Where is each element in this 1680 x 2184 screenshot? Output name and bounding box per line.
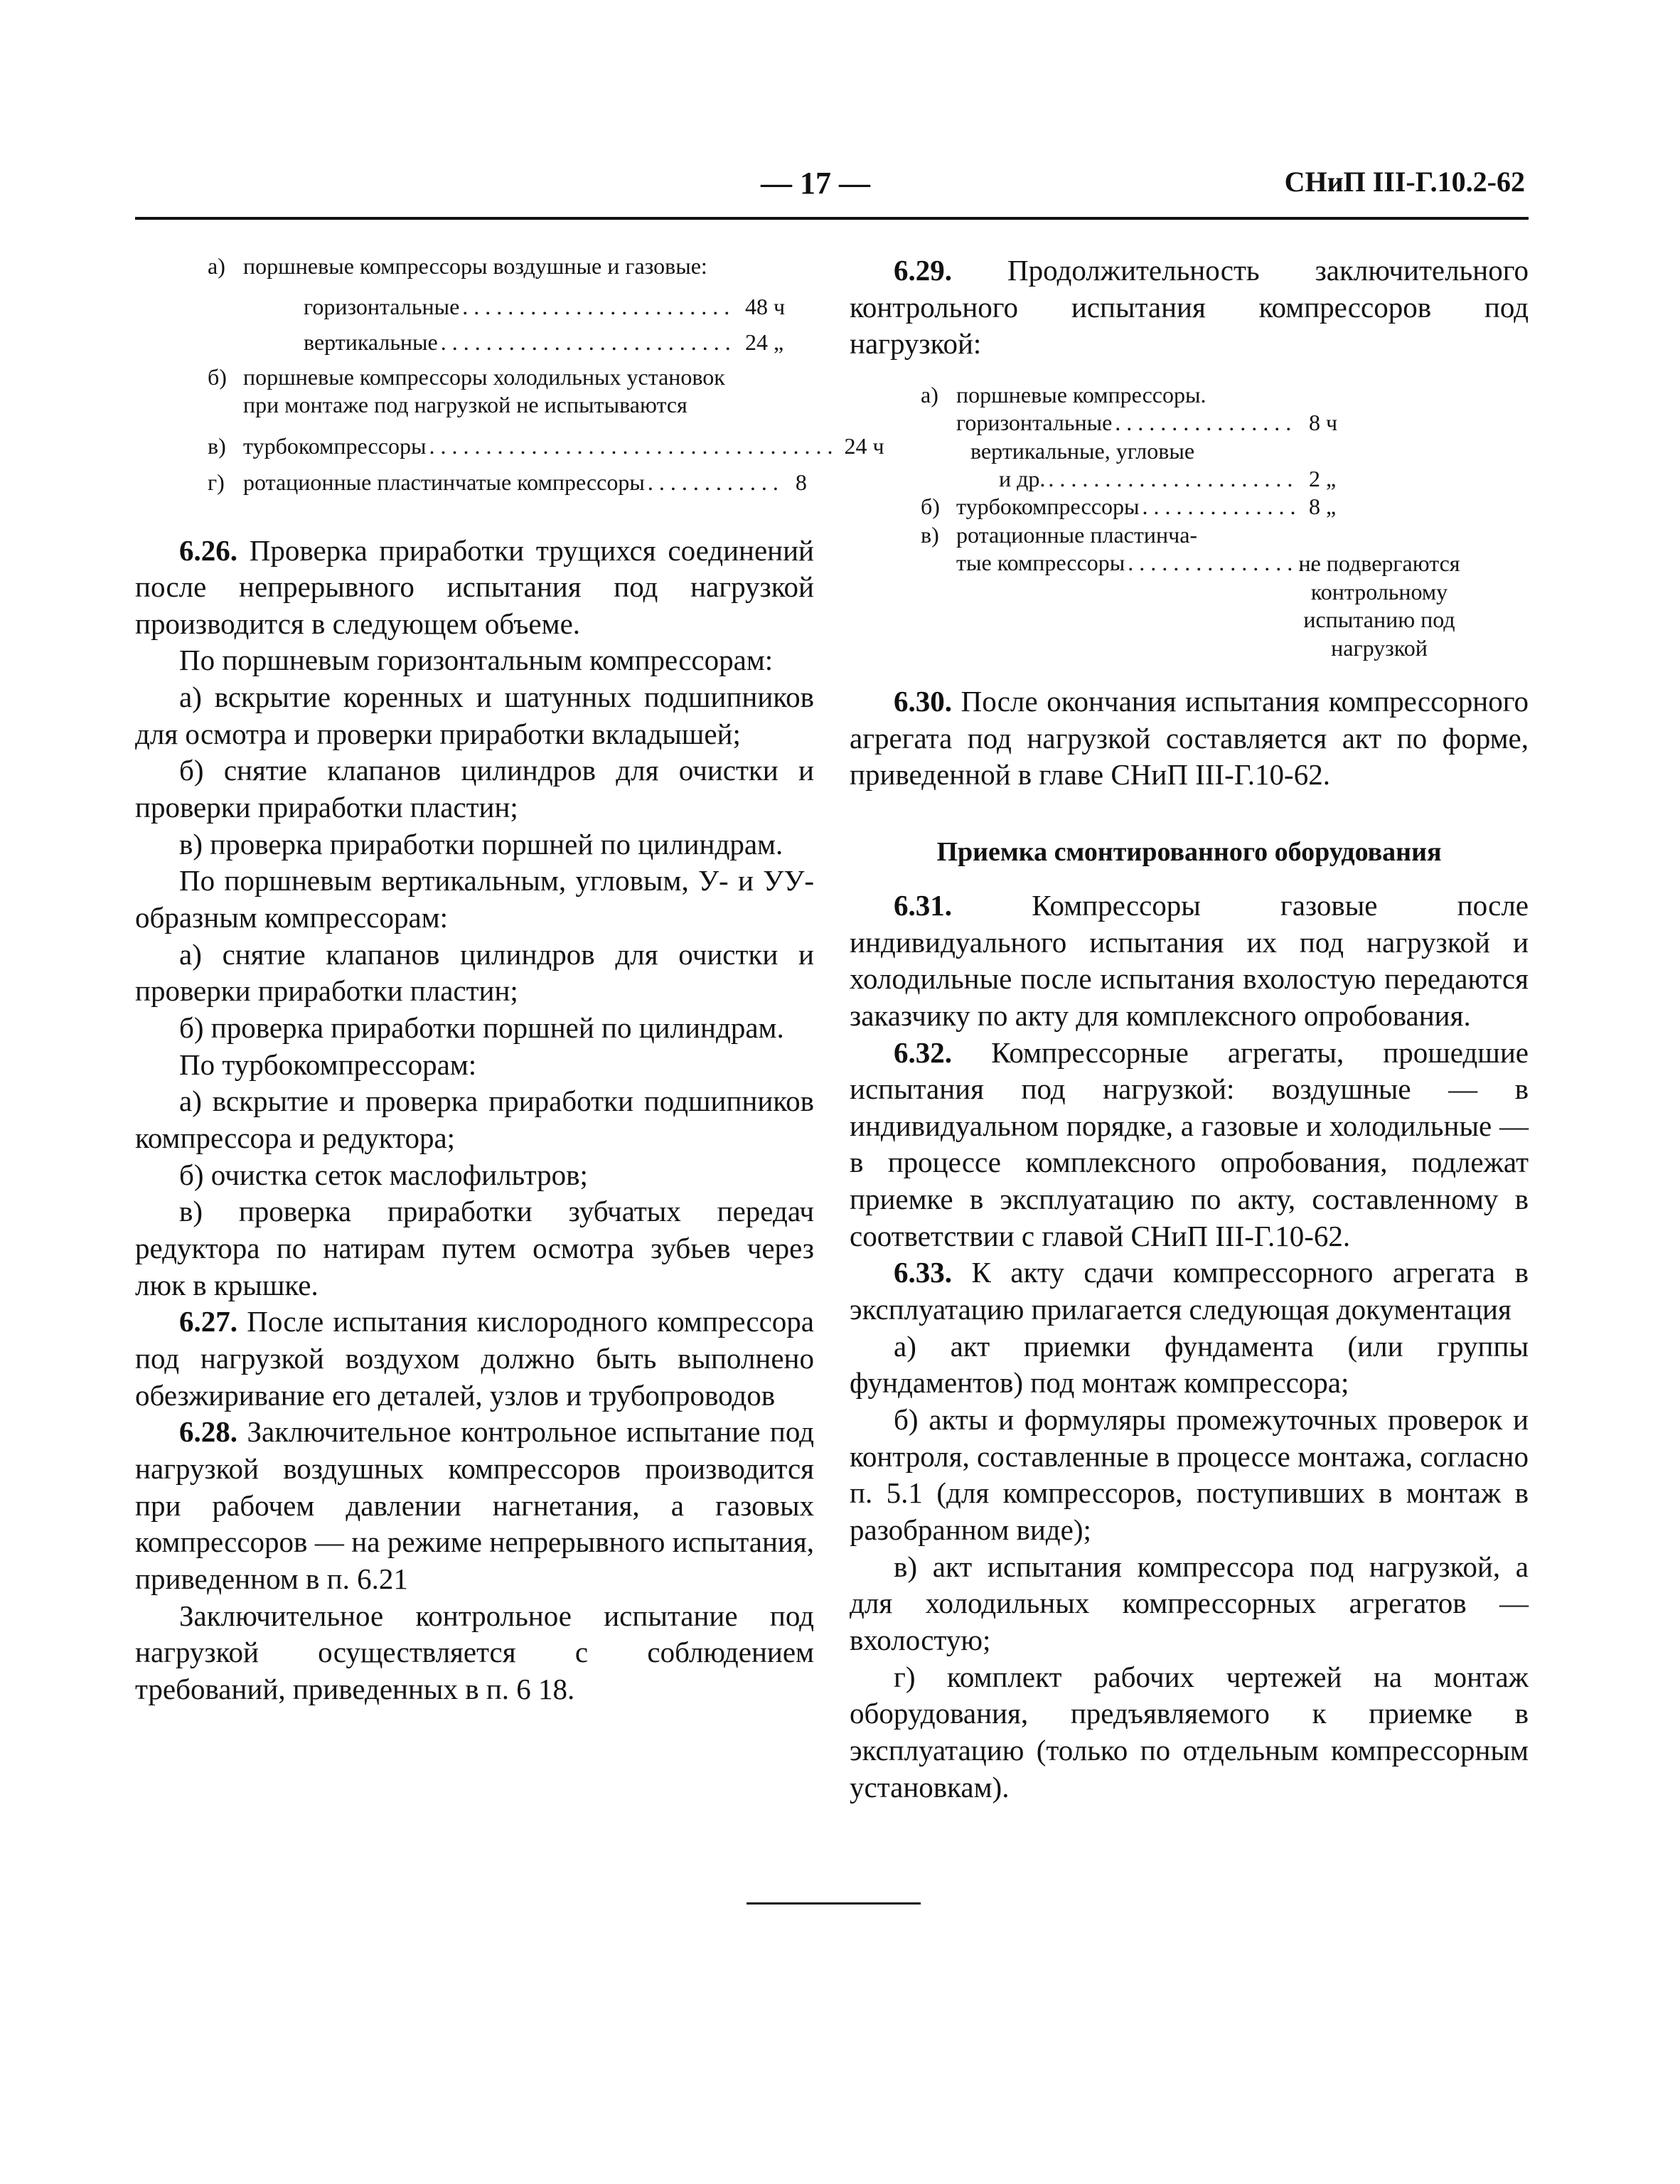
paragraph: в) проверка приработки зубчатых передач редуктора по натирам путем осмотра зубьев через люк в крышке. xyxy=(135,1195,814,1301)
paragraph: в) проверка приработки поршней по цилиндрам. xyxy=(179,827,783,861)
list-subitem: и др. . . . 2 „ xyxy=(999,465,1354,493)
right-column xyxy=(850,252,1529,1806)
paragraph: По поршневым вертикальным, угловым, У- и УУ-образным компрессорам: xyxy=(135,864,814,934)
paragraph-6-33: 6.33. К акту сдачи компрессорного агрегата в эксплуатацию прилагается следующая документация xyxy=(850,1256,1529,1326)
intro-list xyxy=(208,252,884,497)
paragraph-6-28: 6.28. Заключительное контрольное испытание под нагрузкой воздушных компрессоров производится при рабочем давлении нагнетания, а газовых компрессоров — на режиме непрерывного испытания, приведенном в п. 6.21 xyxy=(135,1415,814,1595)
paragraph: а) снятие клапанов цилиндров для очистки и проверки приработки пластин; xyxy=(135,937,814,1008)
paragraph: г) комплект рабочих чертежей на монтаж оборудования, предъявляемого к приемке в эксплуатацию (только по отдельным компрессорным установкам). xyxy=(850,1660,1529,1804)
page-number: — 17 — xyxy=(761,166,870,201)
paragraph: б) акты и формуляры промежуточных проверок и контроля, составленные в процессе монтажа, согласно п. 5.1 (для компрессоров, поступивших в монтаж в разобранном виде); xyxy=(850,1403,1529,1547)
note-not-tested: не подвергаются контрольному испытанию под нагрузкой xyxy=(1298,550,1460,661)
page-header xyxy=(135,165,1525,208)
list-subitem: горизонтальные . . . 8 ч xyxy=(956,409,1354,437)
paragraph: в) акт испытания компрессора под нагрузкой, а для холодильных компрессорных агрегатов — вхолостую; xyxy=(850,1550,1529,1657)
paragraph-6-31: 6.31. Компрессоры газовые после индивидуального испытания их под нагрузкой и холодильные после испытания вхолостую передаются заказчику по акту для комплексного опробования. xyxy=(850,888,1529,1032)
list-subitem: вертикальные . . . 24 „ xyxy=(304,329,791,356)
document-code: СНиП III-Г.10.2-62 xyxy=(1284,166,1525,198)
list-item: в) ротационные пластинча- xyxy=(921,521,1198,548)
section-heading: Приемка смонтированного оборудования xyxy=(936,836,1442,867)
end-rule xyxy=(747,1902,921,1905)
duration-list: а) поршневые компрессоры. горизонтальные . . . 8 ч вертикальные, угловые и др. . . . 2 „ б) турбокомпрессоры . . . 8 „ в) ротационные пластинча- тые компрессоры . . . не подвергаются контрольному испытанию под нагрузкой xyxy=(921,381,1461,662)
list-item: б) турбокомпрессоры . . . 8 „ xyxy=(921,493,1354,521)
paragraph: а) вскрытие коренных и шатунных подшипников для осмотра и проверки приработки вкладышей; xyxy=(135,681,814,750)
list-item: б) поршневые компрессоры холодильных установок при монтаже под нагрузкой не испытываются xyxy=(208,364,725,418)
paragraph: а) акт приемки фундамента (или группы фундаментов) под монтаж компрессора; xyxy=(850,1329,1529,1400)
list-item: г) ротационные пластинчатые компрессоры . . . 8 xyxy=(208,469,791,496)
paragraph: По турбокомпрессорам: xyxy=(179,1048,477,1081)
paragraph: б) снятие клапанов цилиндров для очистки и проверки приработки пластин; xyxy=(135,754,814,824)
paragraph-6-26: 6.26. Проверка приработки трущихся соединений после непрерывного испытания под нагрузкой производится в следующем объеме. xyxy=(135,533,814,640)
paragraph-6-32: 6.32. Компрессорные агрегаты, прошедшие испытания под нагрузкой: воздушные — в индивидуальном порядке, а газовые и холодильные — в процессе комплексного опробования, подлежат приемке в эксплуатацию по акту, составленному в соответствии с главой СНиП III-Г.10-62. xyxy=(850,1035,1529,1252)
paragraph-6-29: 6.29. Продолжительность заключительного контрольного испытания компрессоров под нагрузкой: xyxy=(850,254,1529,361)
list-subitem: горизонтальные . . . 48 ч xyxy=(304,293,791,321)
paragraph: б) очистка сеток маслофильтров; xyxy=(179,1158,588,1191)
list-item: а) поршневые компрессоры. xyxy=(921,381,1207,407)
list-item: а) поршневые компрессоры воздушные и газовые: xyxy=(208,253,707,279)
list-item: в) турбокомпрессоры . . . 24 ч xyxy=(208,432,791,460)
paragraph: а) вскрытие и проверка приработки подшипников компрессора и редуктора; xyxy=(135,1085,814,1155)
paragraph: По поршневым горизонтальным компрессорам: xyxy=(179,644,774,677)
list-subitem: тые компрессоры . . . xyxy=(956,549,1319,577)
paragraph-6-27: 6.27. После испытания кислородного компрессора под нагрузкой воздухом должно быть выполнено обезжиривание его деталей, узлов и трубопроводов xyxy=(135,1305,814,1412)
header-rule xyxy=(135,217,1529,220)
paragraph-6-30: 6.30. После окончания испытания компрессорного агрегата под нагрузкой составляется акт по форме, приведенной в главе СНиП III-Г.10-62. xyxy=(850,684,1529,792)
left-column xyxy=(135,252,884,1708)
paragraph: Заключительное контрольное испытание под нагрузкой осуществляется с соблюдением требований, приведенных в п. 6 18. xyxy=(135,1599,814,1705)
paragraph: б) проверка приработки поршней по цилиндрам. xyxy=(179,1011,784,1045)
